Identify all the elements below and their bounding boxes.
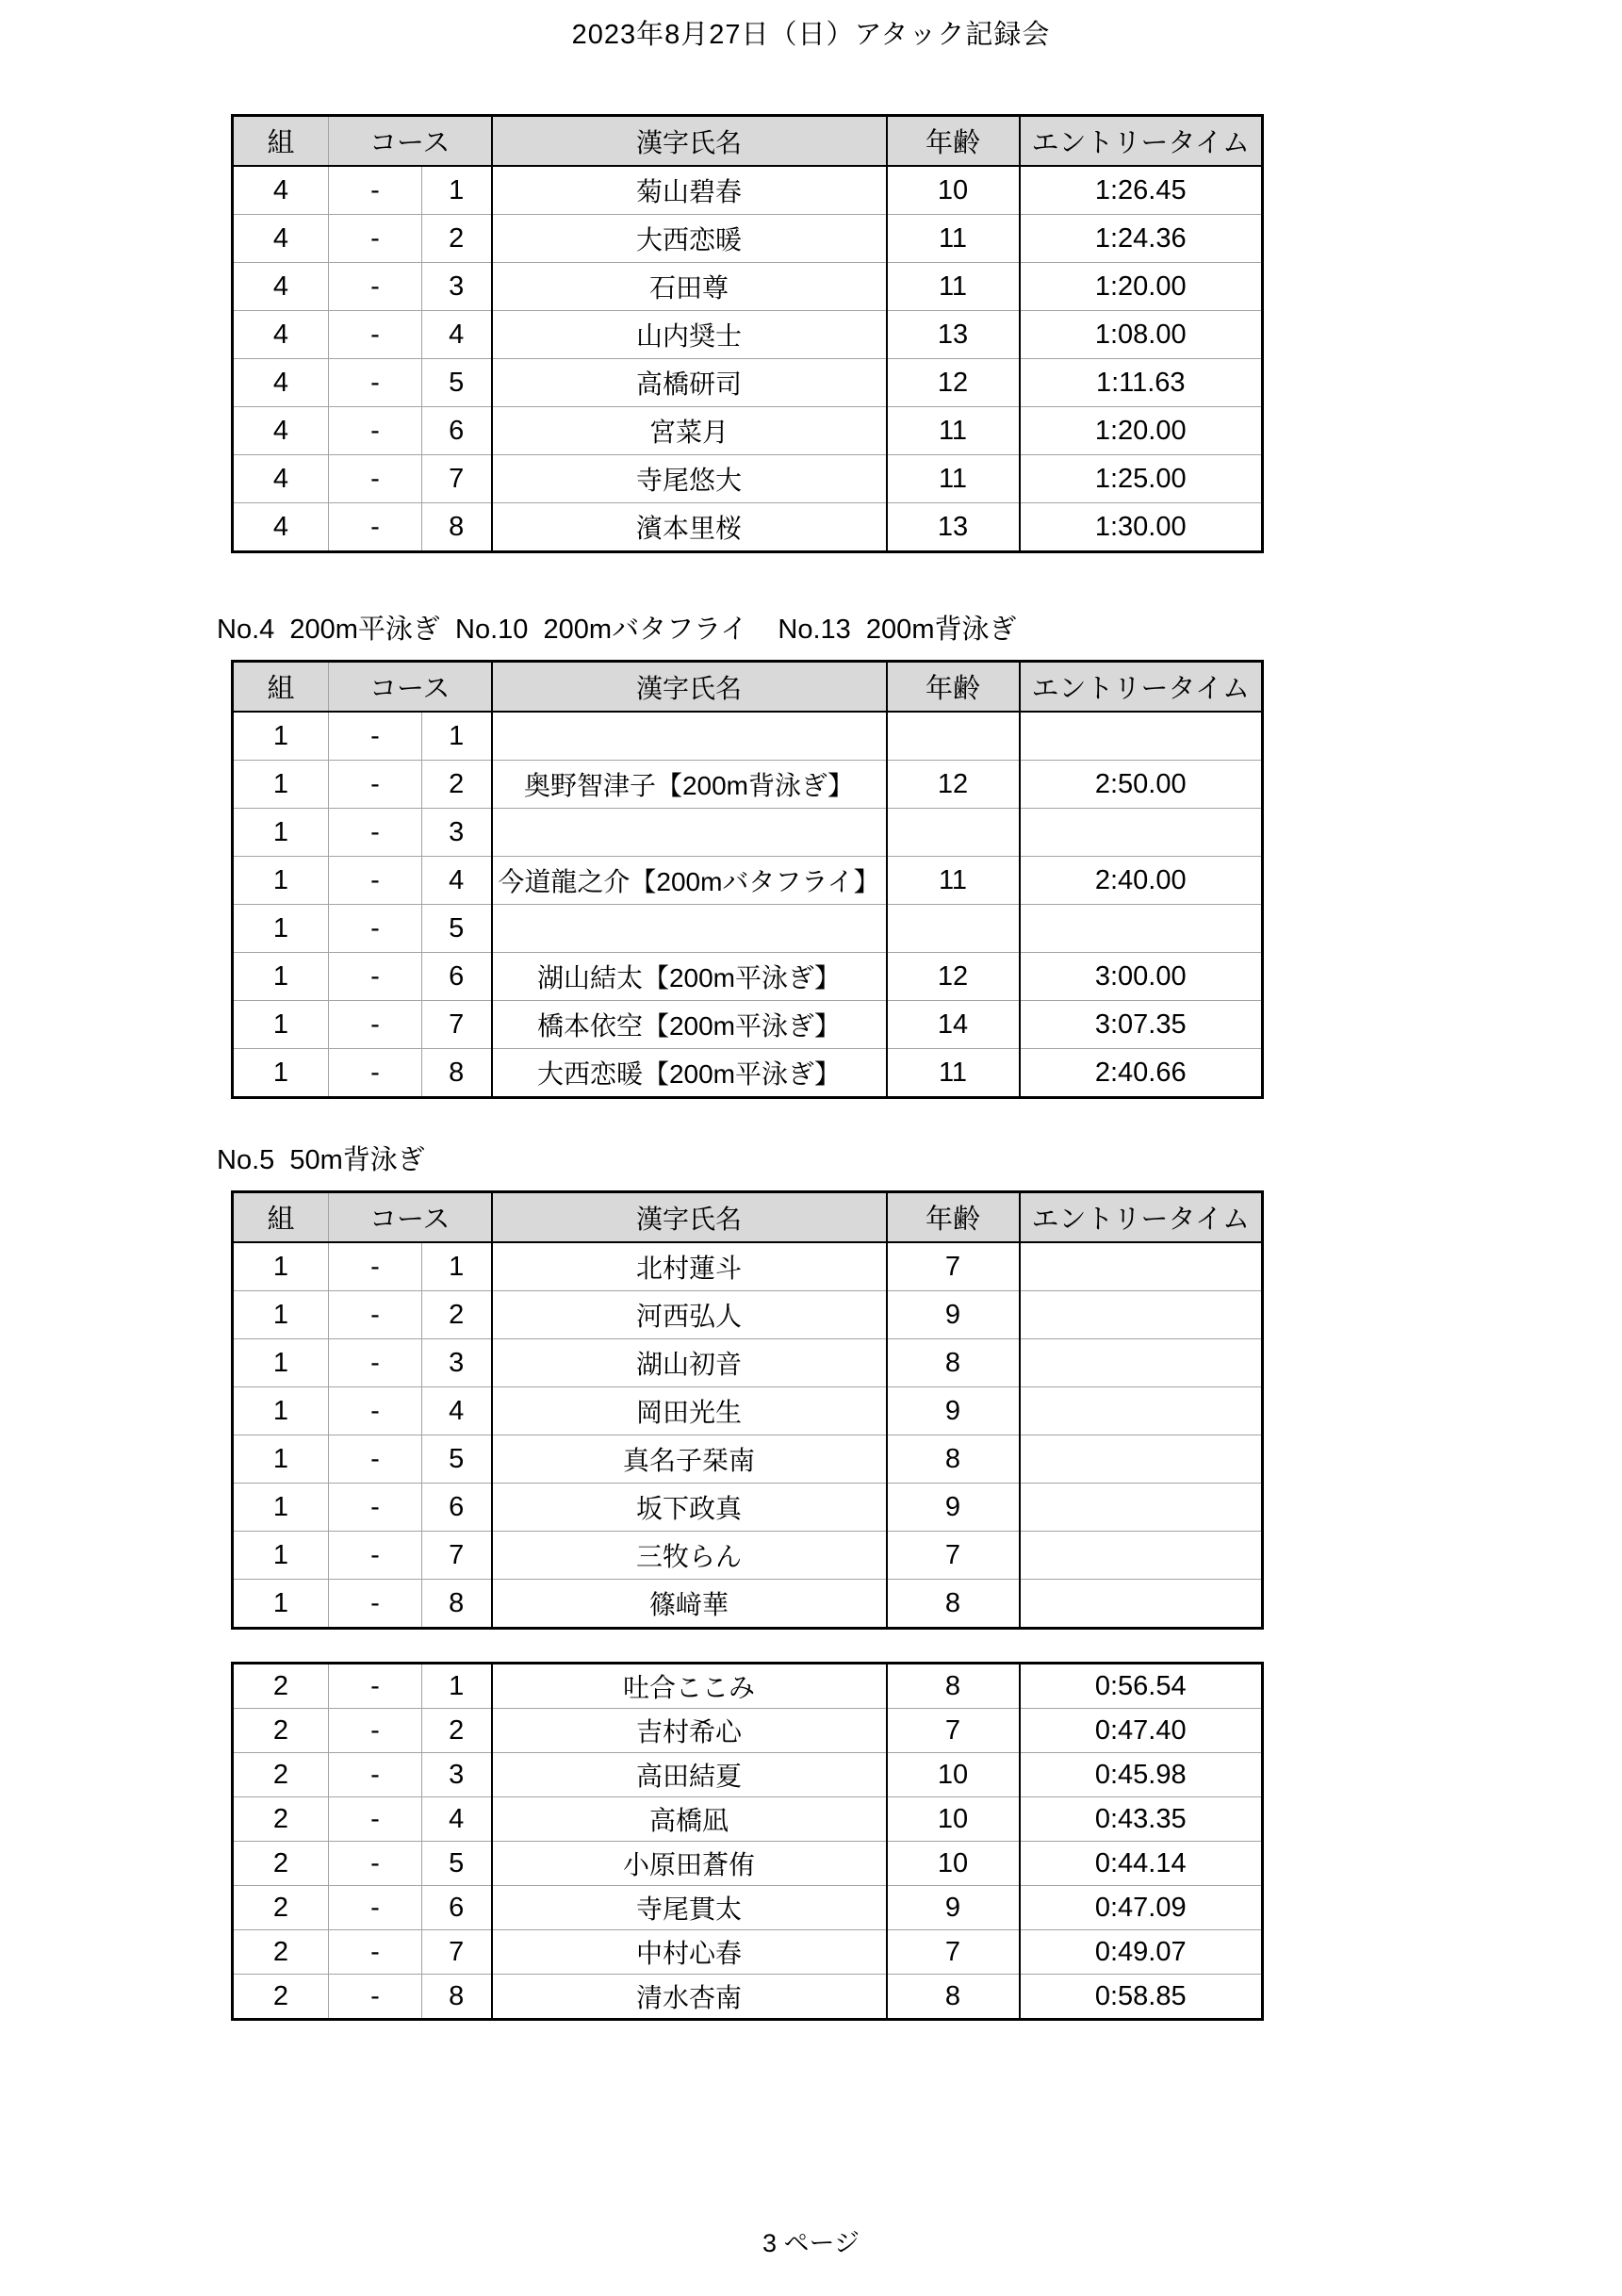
- course-separator-cell: -: [329, 215, 422, 263]
- table-row: [233, 1886, 1263, 1930]
- course-cell: 8: [422, 1049, 492, 1098]
- entry-time-cell: 3:07.35: [1094, 1009, 1187, 1040]
- name-cell: 宮菜月: [492, 407, 887, 455]
- group-cell: 1: [233, 953, 329, 1001]
- course-separator-cell: -: [329, 1753, 422, 1797]
- entry-time-cell: 0:44.14: [1094, 1847, 1187, 1878]
- age-cell: 11: [887, 455, 1020, 503]
- course-cell: 6: [422, 407, 492, 455]
- course-cell: 3: [422, 809, 492, 857]
- course-cell: 2: [422, 761, 492, 809]
- table-row: [233, 1664, 1263, 1709]
- group-cell: 1: [233, 1339, 329, 1387]
- age-cell: 13: [887, 311, 1020, 359]
- group-cell: 1: [233, 1435, 329, 1484]
- course-cell: 5: [422, 905, 492, 953]
- entry-time-cell: 1:08.00: [1094, 319, 1187, 350]
- group-cell: 1: [233, 1580, 329, 1629]
- group-cell: 1: [233, 1291, 329, 1339]
- entry-time-cell: 0:58.85: [1094, 1980, 1187, 2011]
- course-separator-cell: -: [329, 809, 422, 857]
- course-cell: 6: [422, 1484, 492, 1532]
- table-row: [233, 1753, 1263, 1797]
- name-cell: 濱本里桜: [492, 503, 887, 552]
- group-cell: 4: [233, 263, 329, 311]
- name-cell: 小原田蒼侑: [492, 1842, 887, 1886]
- course-separator-cell: -: [329, 1930, 422, 1975]
- entry-time-cell: [1020, 1532, 1263, 1580]
- group-cell: 4: [233, 455, 329, 503]
- name-cell: 奥野智津子【200m背泳ぎ】: [492, 761, 887, 809]
- course-separator-cell: -: [329, 503, 422, 552]
- age-cell: 9: [887, 1387, 1020, 1435]
- name-cell: 河西弘人: [492, 1291, 887, 1339]
- table-row: [233, 1532, 1263, 1580]
- name-cell: [492, 809, 887, 857]
- table-row: [233, 1001, 1263, 1049]
- group-cell: 1: [233, 905, 329, 953]
- entry-time-cell: [1020, 905, 1263, 953]
- table-row: [233, 905, 1263, 953]
- entry-table: [231, 1662, 1264, 2021]
- header-row: [233, 1192, 1263, 1243]
- name-cell: 山内奨士: [492, 311, 887, 359]
- entry-time-cell: 0:47.40: [1094, 1714, 1187, 1746]
- age-cell: 7: [887, 1930, 1020, 1975]
- table-row: [233, 1930, 1263, 1975]
- course-separator-cell: -: [329, 311, 422, 359]
- course-separator-cell: -: [329, 1001, 422, 1049]
- table-row: [233, 1049, 1263, 1098]
- course-separator-cell: -: [329, 1709, 422, 1753]
- course-separator-cell: -: [329, 1975, 422, 2020]
- course-separator-cell: -: [329, 1532, 422, 1580]
- group-cell: 4: [233, 503, 329, 552]
- course-cell: 5: [422, 359, 492, 407]
- course-separator-cell: -: [329, 905, 422, 953]
- entry-time-cell: 1:26.45: [1094, 174, 1187, 205]
- group-cell: 1: [233, 857, 329, 905]
- table-row: [233, 1797, 1263, 1842]
- course-cell: 2: [422, 215, 492, 263]
- age-cell: 7: [887, 1532, 1020, 1580]
- name-cell: 中村心春: [492, 1930, 887, 1975]
- col-header-age: 年齢: [887, 1192, 1020, 1243]
- course-separator-cell: -: [329, 359, 422, 407]
- col-header-entry-time: エントリータイム: [1020, 116, 1263, 167]
- course-separator-cell: -: [329, 1580, 422, 1629]
- course-cell: 1: [422, 1242, 492, 1291]
- entry-time-cell: 1:20.00: [1094, 415, 1187, 446]
- age-cell: [887, 905, 1020, 953]
- entry-time-cell: [1020, 1484, 1263, 1532]
- section-3: [0, 1662, 1622, 2021]
- group-cell: 4: [233, 359, 329, 407]
- table-row: [233, 1242, 1263, 1291]
- entry-time-cell: 2:50.00: [1094, 768, 1187, 799]
- course-cell: 3: [422, 1339, 492, 1387]
- group-cell: 1: [233, 1484, 329, 1532]
- age-cell: 14: [887, 1001, 1020, 1049]
- course-separator-cell: -: [329, 953, 422, 1001]
- group-cell: 1: [233, 1001, 329, 1049]
- group-cell: 1: [233, 1532, 329, 1580]
- table-row: [233, 761, 1263, 809]
- col-header-name: 漢字氏名: [492, 116, 887, 167]
- course-cell: 2: [422, 1709, 492, 1753]
- table-row: [233, 1339, 1263, 1387]
- group-cell: 2: [233, 1842, 329, 1886]
- name-cell: 石田尊: [492, 263, 887, 311]
- name-cell: [492, 712, 887, 761]
- course-cell: 1: [422, 166, 492, 215]
- entry-table: [231, 1190, 1264, 1630]
- course-separator-cell: -: [329, 166, 422, 215]
- entry-time-cell: 0:43.35: [1094, 1803, 1187, 1834]
- section-0: [0, 114, 1622, 553]
- table-row: [233, 712, 1263, 761]
- name-cell: 吉村希心: [492, 1709, 887, 1753]
- name-cell: 高田結夏: [492, 1753, 887, 1797]
- name-cell: 菊山碧春: [492, 166, 887, 215]
- name-cell: 湖山初音: [492, 1339, 887, 1387]
- name-cell: 湖山結太【200m平泳ぎ】: [492, 953, 887, 1001]
- header-row: [233, 116, 1263, 167]
- course-separator-cell: -: [329, 1484, 422, 1532]
- group-cell: 2: [233, 1709, 329, 1753]
- name-cell: 吐合ここみ: [492, 1664, 887, 1709]
- course-separator-cell: -: [329, 1291, 422, 1339]
- name-cell: 坂下政真: [492, 1484, 887, 1532]
- age-cell: 9: [887, 1886, 1020, 1930]
- age-cell: 8: [887, 1664, 1020, 1709]
- table-row: [233, 1291, 1263, 1339]
- course-separator-cell: -: [329, 455, 422, 503]
- course-separator-cell: -: [329, 1435, 422, 1484]
- group-cell: 2: [233, 1753, 329, 1797]
- group-cell: 2: [233, 1797, 329, 1842]
- entry-time-cell: 0:45.98: [1094, 1759, 1187, 1790]
- course-separator-cell: -: [329, 1797, 422, 1842]
- page-number: 3 ページ: [762, 2229, 860, 2257]
- entry-time-cell: [1020, 809, 1263, 857]
- entry-table: [231, 660, 1264, 1099]
- table-row: [233, 166, 1263, 215]
- course-separator-cell: -: [329, 712, 422, 761]
- course-cell: 4: [422, 857, 492, 905]
- table-row: [233, 407, 1263, 455]
- entry-time-cell: 2:40.66: [1094, 1057, 1187, 1088]
- course-cell: 4: [422, 1387, 492, 1435]
- course-separator-cell: -: [329, 1387, 422, 1435]
- course-separator-cell: -: [329, 1664, 422, 1709]
- group-cell: 2: [233, 1664, 329, 1709]
- col-header-group: 組: [233, 1192, 329, 1243]
- name-cell: 三牧らん: [492, 1532, 887, 1580]
- table-row: [233, 1842, 1263, 1886]
- group-cell: 1: [233, 712, 329, 761]
- entry-time-cell: [1020, 1339, 1263, 1387]
- age-cell: 8: [887, 1339, 1020, 1387]
- header-row: [233, 662, 1263, 713]
- course-cell: 4: [422, 311, 492, 359]
- group-cell: 2: [233, 1930, 329, 1975]
- course-cell: 5: [422, 1842, 492, 1886]
- age-cell: [887, 809, 1020, 857]
- entry-time-cell: 0:47.09: [1094, 1892, 1187, 1923]
- age-cell: 10: [887, 1842, 1020, 1886]
- age-cell: 10: [887, 1797, 1020, 1842]
- course-cell: 3: [422, 263, 492, 311]
- entry-time-cell: [1020, 1435, 1263, 1484]
- course-cell: 6: [422, 953, 492, 1001]
- course-cell: 7: [422, 1930, 492, 1975]
- course-separator-cell: -: [329, 761, 422, 809]
- entry-time-cell: 1:30.00: [1094, 511, 1187, 542]
- name-cell: 大西恋暖【200m平泳ぎ】: [492, 1049, 887, 1098]
- section-heading: No.5 50m背泳ぎ: [217, 1145, 425, 1175]
- entry-time-cell: 0:56.54: [1094, 1670, 1187, 1701]
- table-row: [233, 809, 1263, 857]
- course-cell: 1: [422, 712, 492, 761]
- course-cell: 7: [422, 455, 492, 503]
- name-cell: 橋本依空【200m平泳ぎ】: [492, 1001, 887, 1049]
- age-cell: 12: [887, 953, 1020, 1001]
- table-row: [233, 503, 1263, 552]
- table-row: [233, 1709, 1263, 1753]
- course-separator-cell: -: [329, 1339, 422, 1387]
- col-header-name: 漢字氏名: [492, 662, 887, 713]
- course-cell: 4: [422, 1797, 492, 1842]
- entry-time-cell: 1:11.63: [1095, 367, 1186, 398]
- group-cell: 1: [233, 1387, 329, 1435]
- course-cell: 3: [422, 1753, 492, 1797]
- col-header-course: コース: [329, 116, 492, 167]
- course-cell: 7: [422, 1001, 492, 1049]
- course-separator-cell: -: [329, 263, 422, 311]
- course-cell: 8: [422, 503, 492, 552]
- page-title: 2023年8月27日（日）アタック記録会: [571, 20, 1051, 50]
- age-cell: 10: [887, 166, 1020, 215]
- group-cell: 4: [233, 215, 329, 263]
- col-header-course: コース: [329, 1192, 492, 1243]
- course-cell: 2: [422, 1291, 492, 1339]
- age-cell: 11: [887, 407, 1020, 455]
- table-row: [233, 263, 1263, 311]
- section-heading: No.4 200m平泳ぎ No.10 200mバタフライ No.13 200m背泳ぎ: [217, 615, 1017, 645]
- group-cell: 1: [233, 1049, 329, 1098]
- table-row: [233, 1387, 1263, 1435]
- table-row: [233, 359, 1263, 407]
- age-cell: [887, 712, 1020, 761]
- table-row: [233, 455, 1263, 503]
- age-cell: 8: [887, 1435, 1020, 1484]
- course-cell: 1: [422, 1664, 492, 1709]
- group-cell: 2: [233, 1886, 329, 1930]
- entry-table: [231, 114, 1264, 553]
- age-cell: 11: [887, 1049, 1020, 1098]
- entry-time-cell: 1:20.00: [1094, 271, 1187, 302]
- col-header-group: 組: [233, 116, 329, 167]
- entry-time-cell: [1020, 1580, 1263, 1629]
- entry-time-cell: 0:49.07: [1094, 1936, 1187, 1967]
- course-cell: 8: [422, 1975, 492, 2020]
- age-cell: 13: [887, 503, 1020, 552]
- name-cell: 高橋凪: [492, 1797, 887, 1842]
- table-row: [233, 311, 1263, 359]
- entry-time-cell: [1020, 712, 1263, 761]
- age-cell: 12: [887, 359, 1020, 407]
- group-cell: 4: [233, 311, 329, 359]
- course-separator-cell: -: [329, 407, 422, 455]
- entry-time-cell: [1020, 1291, 1263, 1339]
- table-row: [233, 1580, 1263, 1629]
- age-cell: 11: [887, 263, 1020, 311]
- age-cell: 8: [887, 1580, 1020, 1629]
- course-separator-cell: -: [329, 1049, 422, 1098]
- name-cell: 篠﨑華: [492, 1580, 887, 1629]
- course-separator-cell: -: [329, 1886, 422, 1930]
- group-cell: 4: [233, 166, 329, 215]
- course-separator-cell: -: [329, 857, 422, 905]
- name-cell: 大西恋暖: [492, 215, 887, 263]
- entry-time-cell: [1020, 1387, 1263, 1435]
- course-separator-cell: -: [329, 1242, 422, 1291]
- table-row: [233, 953, 1263, 1001]
- group-cell: 1: [233, 809, 329, 857]
- col-header-course: コース: [329, 662, 492, 713]
- table-row: [233, 1435, 1263, 1484]
- group-cell: 2: [233, 1975, 329, 2020]
- name-cell: [492, 905, 887, 953]
- name-cell: 岡田光生: [492, 1387, 887, 1435]
- group-cell: 4: [233, 407, 329, 455]
- col-header-entry-time: エントリータイム: [1020, 662, 1263, 713]
- group-cell: 1: [233, 761, 329, 809]
- course-cell: 5: [422, 1435, 492, 1484]
- age-cell: 11: [887, 857, 1020, 905]
- age-cell: 11: [887, 215, 1020, 263]
- section-1: [0, 608, 1622, 1099]
- entry-time-cell: 3:00.00: [1094, 960, 1187, 992]
- age-cell: 12: [887, 761, 1020, 809]
- course-cell: 8: [422, 1580, 492, 1629]
- name-cell: 寺尾貫太: [492, 1886, 887, 1930]
- age-cell: 9: [887, 1291, 1020, 1339]
- name-cell: 真名子栞南: [492, 1435, 887, 1484]
- age-cell: 7: [887, 1709, 1020, 1753]
- name-cell: 高橋研司: [492, 359, 887, 407]
- table-row: [233, 1484, 1263, 1532]
- table-row: [233, 1975, 1263, 2020]
- age-cell: 9: [887, 1484, 1020, 1532]
- group-cell: 1: [233, 1242, 329, 1291]
- section-2: [0, 1139, 1622, 1630]
- table-row: [233, 857, 1263, 905]
- entry-time-cell: [1020, 1242, 1263, 1291]
- table-row: [233, 215, 1263, 263]
- col-header-entry-time: エントリータイム: [1020, 1192, 1263, 1243]
- age-cell: 7: [887, 1242, 1020, 1291]
- age-cell: 10: [887, 1753, 1020, 1797]
- entry-time-cell: 1:24.36: [1094, 222, 1187, 254]
- name-cell: 清水杏南: [492, 1975, 887, 2020]
- age-cell: 8: [887, 1975, 1020, 2020]
- course-separator-cell: -: [329, 1842, 422, 1886]
- col-header-group: 組: [233, 662, 329, 713]
- name-cell: 今道龍之介【200mバタフライ】: [492, 857, 887, 905]
- col-header-age: 年齢: [887, 662, 1020, 713]
- course-cell: 6: [422, 1886, 492, 1930]
- entry-time-cell: 2:40.00: [1094, 864, 1187, 895]
- course-cell: 7: [422, 1532, 492, 1580]
- name-cell: 寺尾悠大: [492, 455, 887, 503]
- name-cell: 北村蓮斗: [492, 1242, 887, 1291]
- entry-time-cell: 1:25.00: [1094, 463, 1187, 494]
- col-header-name: 漢字氏名: [492, 1192, 887, 1243]
- col-header-age: 年齢: [887, 116, 1020, 167]
